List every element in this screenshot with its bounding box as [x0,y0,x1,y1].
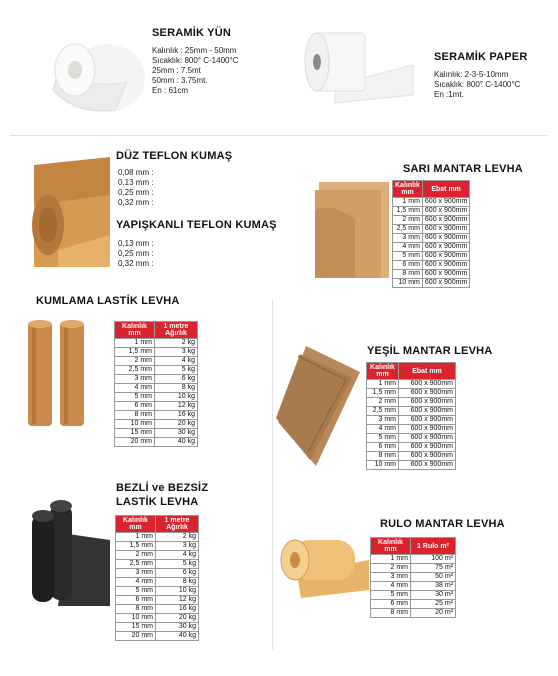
table-cell: 15 mm [116,623,156,632]
spec-line: En :1mt. [434,90,464,99]
ceramic-paper-specs [434,70,520,100]
table-row [115,375,198,384]
ceramic-wool-specs [152,46,238,96]
table-row [116,578,199,587]
table-cell: 20 mm [115,438,155,447]
table-cell: 2,5 mm [115,366,155,375]
table-cell: 4 mm [367,425,399,434]
table-cell: 1 mm [367,380,399,389]
table-row [116,551,199,560]
table-cell: 50 m² [411,573,456,582]
table-row [115,384,198,393]
table-header: Kalınlık mm [115,322,155,339]
table-cell: 10 mm [116,614,156,623]
table-row [115,357,198,366]
table-row [393,234,470,243]
table-cell: 600 x 900mm [399,398,456,407]
table-row [367,434,456,443]
table-cell: 10 mm [367,461,399,470]
divider-top [10,135,548,136]
table-cell: 12 kg [155,402,198,411]
table-row [115,420,198,429]
table-cell: 6 mm [115,402,155,411]
table-cell: 8 kg [155,384,198,393]
ceramic-wool-image [45,20,145,120]
table-cell: 40 kg [156,632,199,641]
table-cell: 600 x 900mm [422,252,469,261]
ceramic-paper-title: SERAMİK PAPER [434,51,528,63]
spec-line: Kalınlık: 2-3-5-10mm [434,70,509,79]
table-cell: 5 mm [115,393,155,402]
sandblast-rubber-title: KUMLAMA LASTİK LEVHA [36,295,180,307]
table-header: Kalınlık mm [393,181,423,198]
table-cell: 8 kg [156,578,199,587]
table-row [371,582,456,591]
table-cell: 2,5 mm [116,560,156,569]
table-row [115,438,198,447]
table-cell: 2 kg [155,339,198,348]
table-row [115,393,198,402]
table-row [393,225,470,234]
table-row [371,573,456,582]
table-cell: 600 x 900mm [422,270,469,279]
spec-line: 0,08 mm : [118,168,154,177]
table-cell: 30 kg [156,623,199,632]
table-cell: 3 mm [116,569,156,578]
table-row [367,452,456,461]
spec-line: 25mm : 7.5mt [152,66,201,75]
table-cell: 1,5 mm [115,348,155,357]
table-row [115,429,198,438]
table-cell: 2 mm [115,357,155,366]
table-cell: 1 mm [116,533,156,542]
table-row [393,216,470,225]
adhesive-teflon-title: YAPIŞKANLI TEFLON KUMAŞ [116,219,277,231]
table-cell: 8 mm [115,411,155,420]
fabric-rubber-title-line1: BEZLİ ve BEZSİZ [116,482,209,494]
green-cork-title: YEŞİL MANTAR LEVHA [367,345,493,357]
table-cell: 4 mm [116,578,156,587]
table-row [116,596,199,605]
table-cell: 5 kg [155,366,198,375]
table-row [115,339,198,348]
table-row [367,380,456,389]
table-cell: 10 mm [393,279,423,288]
table-cell: 600 x 900mm [399,452,456,461]
table-cell: 25 m² [411,600,456,609]
table-row [367,425,456,434]
table-cell: 600 x 900mm [399,461,456,470]
rubber-sheet-image [28,494,110,606]
table-row [115,366,198,375]
table-row [367,389,456,398]
table-cell: 8 mm [116,605,156,614]
table-cell: 16 kg [155,411,198,420]
table-cell: 4 mm [115,384,155,393]
table-header: Kalınlık mm [367,363,399,380]
ceramic-wool-title: SERAMİK YÜN [152,27,232,39]
yellow-cork-image [315,180,391,280]
cork-roll-title: RULO MANTAR LEVHA [380,518,505,530]
table-cell: 3 kg [155,348,198,357]
table-header: 1 metre Ağırlık [155,322,198,339]
table-row [393,270,470,279]
cork-roll-table [370,537,456,618]
table-cell: 600 x 900mm [422,234,469,243]
table-row [371,600,456,609]
spec-line: Sıcaklık: 800° C-1400°C [152,56,239,65]
table-row [116,542,199,551]
table-cell: 3 mm [393,234,423,243]
table-cell: 600 x 900mm [422,207,469,216]
table-row [367,443,456,452]
table-cell: 1,5 mm [393,207,423,216]
table-header: 1 metre Ağırlık [156,516,199,533]
table-cell: 2,5 mm [367,407,399,416]
table-cell: 600 x 900mm [422,261,469,270]
table-cell: 1,5 mm [116,542,156,551]
table-cell: 6 kg [155,375,198,384]
table-cell: 6 kg [156,569,199,578]
table-row [367,398,456,407]
sandblast-rubber-table [114,321,198,447]
table-header: Kalınlık mm [116,516,156,533]
table-cell: 5 mm [393,252,423,261]
table-cell: 20 m² [411,609,456,618]
table-cell: 2 mm [393,216,423,225]
table-cell: 1 mm [393,198,423,207]
table-cell: 3 mm [371,573,411,582]
table-row [393,261,470,270]
table-cell: 6 mm [116,596,156,605]
table-cell: 12 kg [156,596,199,605]
table-cell: 30 m² [411,591,456,600]
table-cell: 8 mm [371,609,411,618]
fabric-rubber-table [115,515,199,641]
table-row [116,632,199,641]
table-cell: 600 x 900mm [422,216,469,225]
table-cell: 1 mm [371,555,411,564]
table-row [115,348,198,357]
table-row [393,252,470,261]
table-row [393,198,470,207]
table-cell: 600 x 900mm [422,243,469,252]
table-row [116,569,199,578]
table-cell: 10 mm [115,420,155,429]
table-cell: 600 x 900mm [399,407,456,416]
table-cell: 1,5 mm [367,389,399,398]
table-cell: 20 kg [156,614,199,623]
table-row [367,407,456,416]
spec-line: 50mm : 3.75mt. [152,76,208,85]
table-cell: 5 mm [367,434,399,443]
table-row [371,591,456,600]
table-cell: 4 kg [155,357,198,366]
ceramic-paper-image [295,25,415,105]
yellow-cork-title: SARI MANTAR LEVHA [403,163,523,175]
table-cell: 5 kg [156,560,199,569]
table-cell: 8 mm [367,452,399,461]
green-cork-table [366,362,456,470]
table-cell: 3 kg [156,542,199,551]
flat-teflon-title: DÜZ TEFLON KUMAŞ [116,150,233,162]
table-row [371,609,456,618]
table-row [367,461,456,470]
table-cell: 3 mm [115,375,155,384]
table-cell: 1 mm [115,339,155,348]
spec-line: 0,25 mm : [118,249,154,258]
table-row [116,623,199,632]
table-cell: 100 m² [411,555,456,564]
table-header: Ebat mm [399,363,456,380]
table-cell: 600 x 900mm [399,443,456,452]
teflon-fabric-image [28,155,110,267]
table-cell: 6 mm [371,600,411,609]
table-cell: 600 x 900mm [399,389,456,398]
table-cell: 600 x 900mm [422,279,469,288]
table-row [115,411,198,420]
table-cell: 4 kg [156,551,199,560]
table-cell: 15 mm [115,429,155,438]
table-row [371,555,456,564]
spec-line: 0,32 mm : [118,198,154,207]
table-cell: 2 mm [367,398,399,407]
table-row [116,605,199,614]
table-cell: 2,5 mm [393,225,423,234]
table-cell: 6 mm [367,443,399,452]
cork-roll-image [277,534,369,598]
table-cell: 4 mm [371,582,411,591]
adhesive-teflon-specs [118,239,154,269]
table-row [115,402,198,411]
table-cell: 2 kg [156,533,199,542]
table-row [367,416,456,425]
table-cell: 2 mm [371,564,411,573]
table-cell: 5 mm [116,587,156,596]
green-cork-image [276,342,360,466]
table-cell: 20 mm [116,632,156,641]
table-row [116,560,199,569]
table-cell: 6 mm [393,261,423,270]
table-cell: 38 m² [411,582,456,591]
flat-teflon-specs [118,168,154,208]
table-cell: 75 m² [411,564,456,573]
table-cell: 20 kg [155,420,198,429]
table-row [116,614,199,623]
table-cell: 600 x 900mm [399,380,456,389]
table-cell: 3 mm [367,416,399,425]
table-cell: 16 kg [156,605,199,614]
divider-mid-v [272,300,273,650]
spec-line: 0,13 mm : [118,239,154,248]
table-cell: 40 kg [155,438,198,447]
table-row [116,587,199,596]
table-cell: 600 x 900mm [399,416,456,425]
table-cell: 2 mm [116,551,156,560]
spec-line: 0,13 mm : [118,178,154,187]
table-row [393,279,470,288]
table-header: Kalınlık mm [371,538,411,555]
table-cell: 4 mm [393,243,423,252]
table-cell: 30 kg [155,429,198,438]
sandblast-rubber-image [24,318,94,428]
table-header: Ebat mm [422,181,469,198]
spec-line: En : 61cm [152,86,189,95]
table-row [116,533,199,542]
table-cell: 600 x 900mm [399,434,456,443]
table-cell: 5 mm [371,591,411,600]
table-cell: 600 x 900mm [422,225,469,234]
table-row [371,564,456,573]
table-row [393,243,470,252]
spec-line: Sıcaklık: 800° C-1400°C [434,80,521,89]
table-header: 1 Rulo m² [411,538,456,555]
table-cell: 10 kg [155,393,198,402]
table-cell: 600 x 900mm [399,425,456,434]
yellow-cork-table [392,180,470,288]
fabric-rubber-title-line2: LASTİK LEVHA [116,496,199,508]
table-cell: 600 x 900mm [422,198,469,207]
spec-line: 0,32 mm : [118,259,154,268]
spec-line: 0,25 mm : [118,188,154,197]
table-cell: 8 mm [393,270,423,279]
table-row [393,207,470,216]
spec-line: Kalınlık : 25mm - 50mm [152,46,237,55]
table-cell: 10 kg [156,587,199,596]
